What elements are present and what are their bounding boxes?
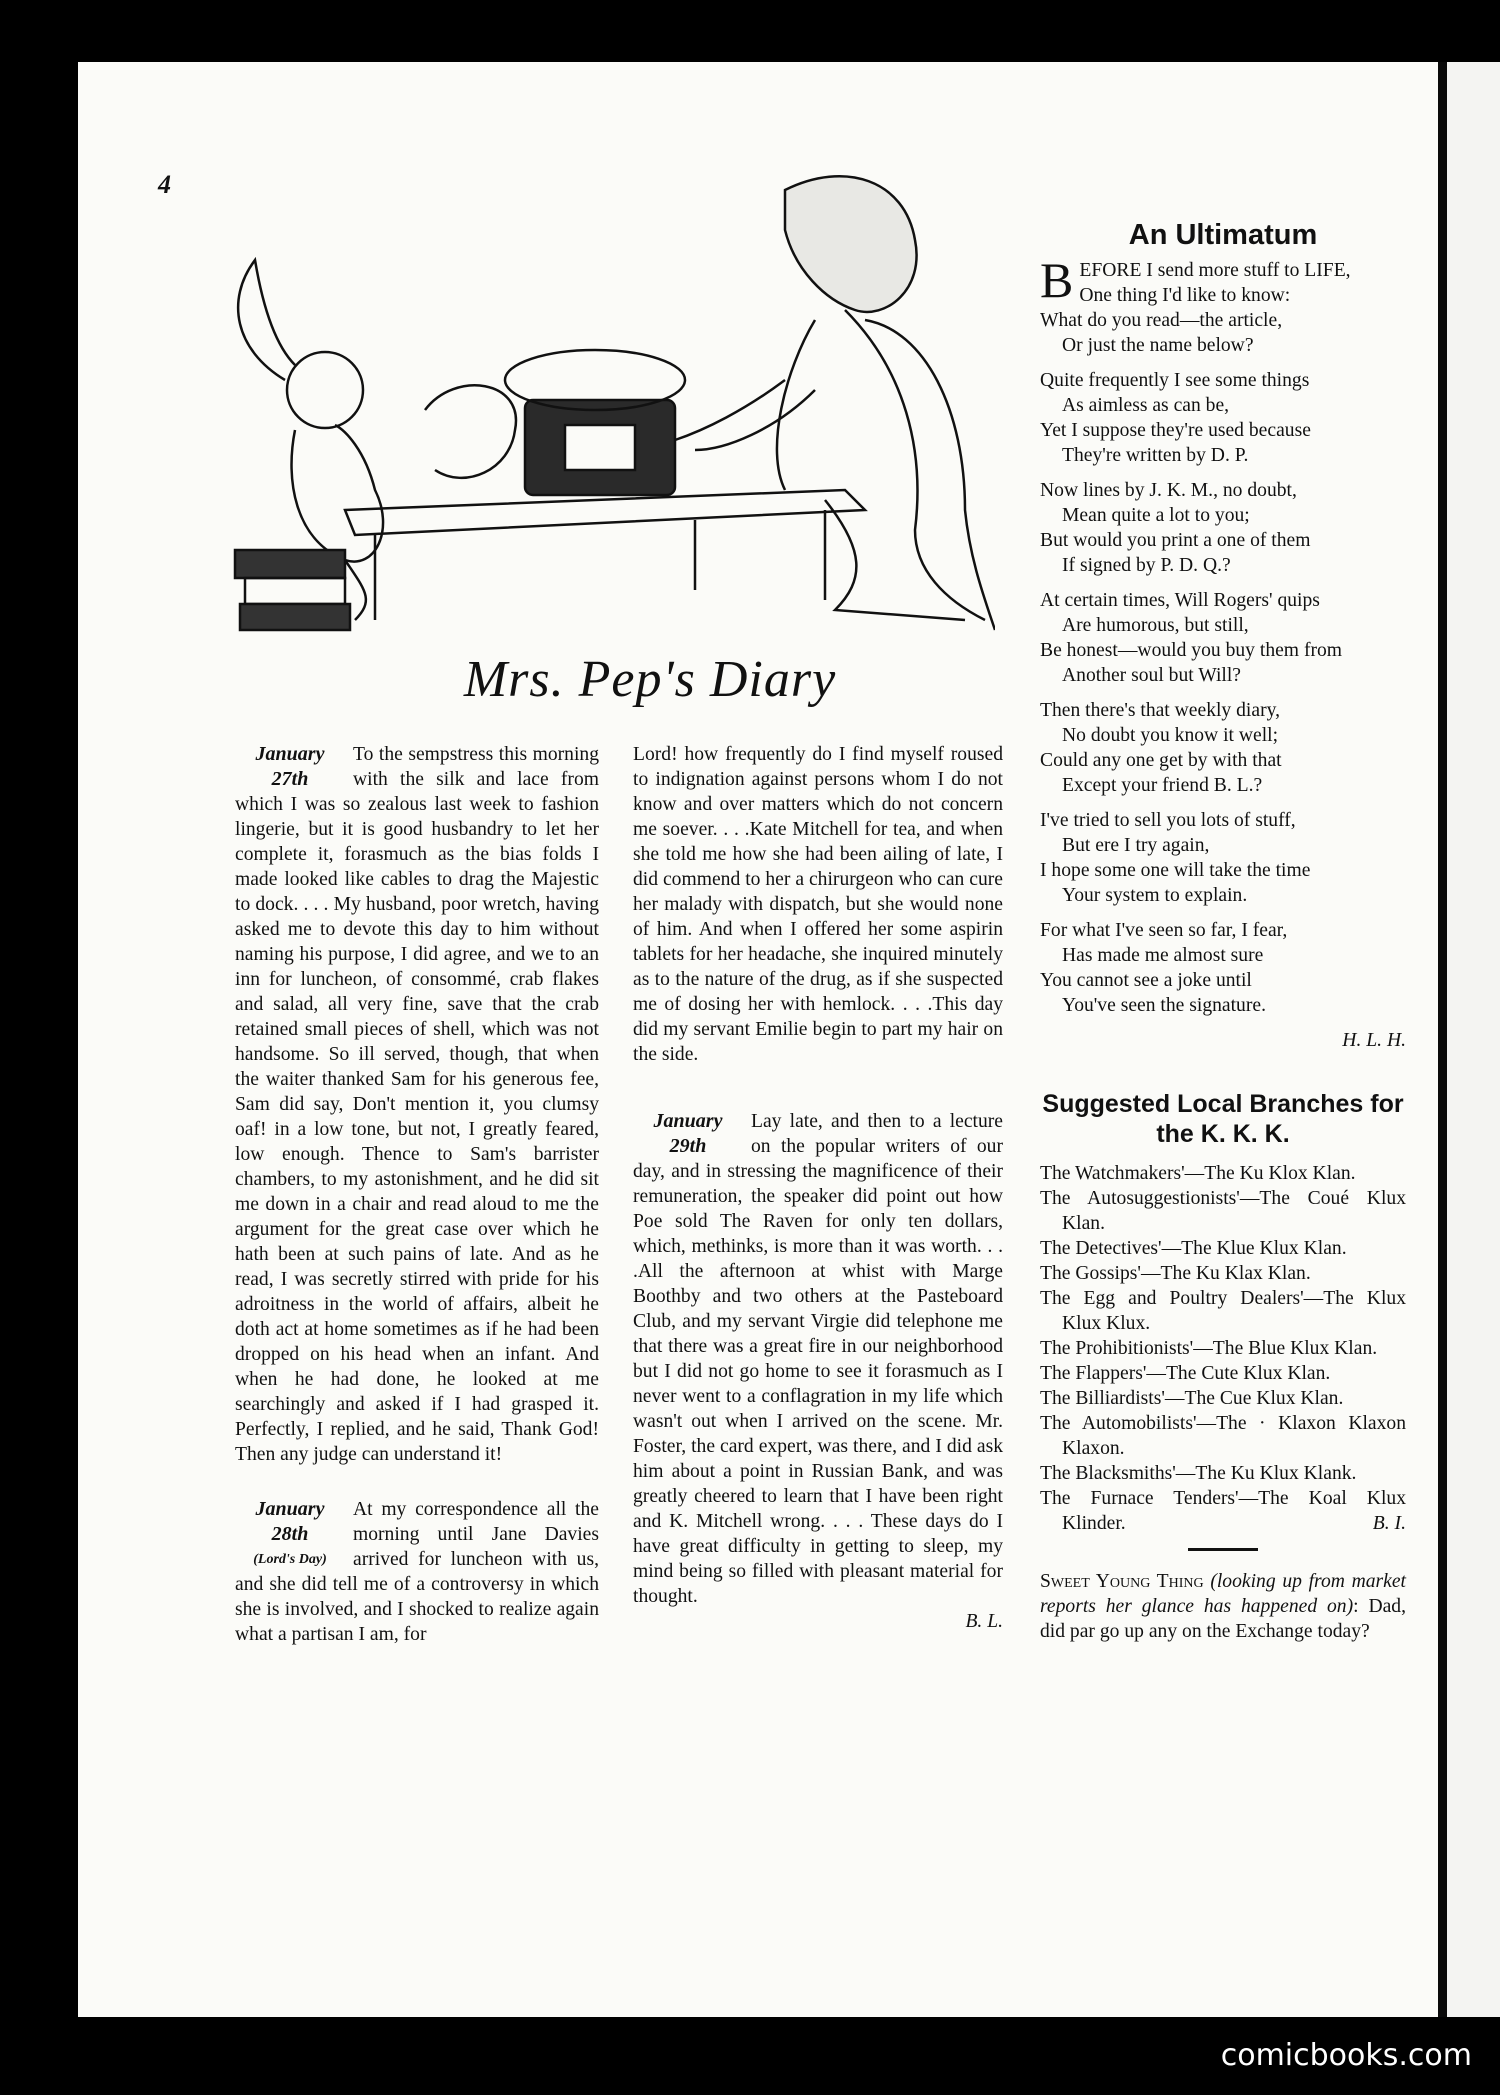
poem-line: But ere I try again, [1062, 835, 1210, 856]
poem-stanza [1040, 918, 1406, 1018]
diary-entry-29 [633, 1109, 1003, 1609]
poem-stanza [1040, 252, 1406, 358]
poem-line: If signed by P. D. Q.? [1062, 555, 1231, 576]
poem-line: Be honest—would you buy them from [1040, 640, 1343, 661]
branch-item: The Autosuggestionists'—The Coué Klux Klan. [1040, 1188, 1406, 1234]
branches-signature: B. I. [1372, 1513, 1406, 1534]
poem-line: Quite frequently I see some things [1040, 370, 1310, 391]
branches-list [1040, 1161, 1406, 1536]
diary-column-2 [633, 742, 1003, 1634]
poem-line: No doubt you know it well; [1062, 725, 1279, 746]
right-column [1040, 218, 1406, 1644]
diary-signature: B. L. [965, 1611, 1003, 1632]
branch-item: The Billiardists'—The Cue Klux Klan. [1040, 1388, 1344, 1409]
entry-text-continued: Lord! how frequently do I find myself roused to indignation against persons whom I do not know and over matters which do not concern me soever. . . .Kate Mitchell for tea, and when she told me how she had been ailing of late, I did commend to her a chirurgeon who can cure her malady with dispatch, but she would none of him. And when I offered her some aspirin tablets for her headache, she inquired minutely as to the nature of the drug, as if she suspected me of dosing her with hemlock. . . .This day did my servant Emilie begin to part my hair on the side. [633, 744, 1003, 1065]
drop-cap: B [1040, 252, 1074, 308]
poem-line: Then there's that weekly diary, [1040, 700, 1281, 721]
next-page-edge [1447, 62, 1500, 2017]
branch-item: The Detectives'—The Klue Klux Klan. [1040, 1238, 1347, 1259]
poem-line: As aimless as can be, [1062, 395, 1230, 416]
poem-line: You cannot see a joke until [1040, 970, 1252, 991]
poem-line: But would you print a one of them [1040, 530, 1311, 551]
ultimatum-poem [1040, 252, 1406, 1018]
diary-title: Mrs. Pep's Diary [463, 651, 837, 708]
page-number: 4 [158, 170, 171, 199]
poem-stanza [1040, 588, 1406, 688]
illustration-cupid-and-typist [225, 150, 995, 640]
section-rule [1188, 1548, 1258, 1551]
poem-line: One thing I'd like to know: [1079, 285, 1291, 306]
poem-line: Are humorous, but still, [1062, 615, 1249, 636]
poem-line: At certain times, Will Rogers' quips [1040, 590, 1320, 611]
joke-speaker: Sweet Young Thing [1040, 1571, 1204, 1592]
entry-text: Lay late, and then to a lecture on the popular writers of our day, and in stressing the magnificence of their remuneration, the speaker did point out how Poe sold The Raven for only ten dollars, which, methinks, is more than it was worth. . . .All the afternoon at whist with Marge Boothby and two others at the Pasteboard Club, and my servant Virgie did telephone me that there was a great fire in our neighborhood but I did not go home to see it forasmuch as I never went to a conflagration in my life which wasn't out when I arrived on the scene. Mr. Foster, the card expert, was there, and I did ask him about a point in Russian Bank, and was greatly cheered to learn that I have been right and K. Mitchell wrong. . . . These days do I have great difficulty in getting to sleep, my mind being so filled with pleasant material for thought. [633, 1111, 1003, 1607]
branch-item: The Egg and Poultry Dealers'—The Klux Klux Klux. [1040, 1288, 1406, 1334]
poem-stanza [1040, 478, 1406, 578]
diary-entry-28 [235, 1497, 599, 1647]
branch-item: The Prohibitionists'—The Blue Klux Klan. [1040, 1338, 1378, 1359]
branch-item: The Furnace Tenders'—The Koal Klux Klinder. [1040, 1488, 1406, 1534]
joke [1040, 1569, 1406, 1644]
poem-stanza [1040, 368, 1406, 468]
poem-line: Your system to explain. [1062, 885, 1248, 906]
poem-line: Except your friend B. L.? [1062, 775, 1263, 796]
entry-date: January 27th [255, 743, 325, 790]
branch-item: The Blacksmiths'—The Ku Klux Klank. [1040, 1463, 1357, 1484]
poem-line: Mean quite a lot to you; [1062, 505, 1250, 526]
branches-title: Suggested Local Branches for the K. K. K. [1042, 1090, 1404, 1148]
poem-stanza [1040, 698, 1406, 798]
poem-line: For what I've seen so far, I fear, [1040, 920, 1288, 941]
poem-line: I've tried to sell you lots of stuff, [1040, 810, 1296, 831]
joke-stage-direction: (looking up from market reports her glance has happened on) [1040, 1571, 1406, 1617]
watermark-footer: comicbooks.com [1220, 2038, 1472, 2073]
poem-line: They're written by D. P. [1062, 445, 1249, 466]
entry-text: To the sempstress this morning with the silk and lace from which I was so zealous last week to fashion lingerie, but it is good husbandry to let her complete it, forasmuch as the bias folds I made looked like cables to drag the Majestic to dock. . . . My husband, poor wretch, having asked me to devote this day to him without naming his purpose, I did agree, and we to an inn for luncheon, of consommé, crab flakes and salad, all very fine, save that the crab retained small pieces of shell, which was not handsome. So ill served, though, that when the waiter thanked Sam for his generous fee, Sam did say, Don't mention it, you clumsy oaf! in a low tone, but not, I greatly feared, low enough. Thence to Sam's barrister chambers, to my astonishment, and he did sit me down in a chair and read aloud to me the argument for the great case over which he hath been at such pains of late. And as he read, I was secretly stirred with pride for his adroitness in the world of affairs, albeit he doth act at home sometimes as if he had been dropped on his head when an infant. And when he had done, he looked at me searchingly and asked if I had grasped it. Perfectly, I replied, and he said, Thank God! Then any judge can understand it! [235, 744, 599, 1465]
poem-line: Another soul but Will? [1062, 665, 1241, 686]
entry-text: At my correspondence all the morning until Jane Davies arrived for luncheon with us, and she did tell me of a controversy in which she is involved, and I shocked to realize again what a partisan I am, for [235, 1499, 599, 1645]
diary-column-1 [235, 742, 599, 1647]
joke-line: : Dad, did par go up any on the Exchange today? [1040, 1596, 1407, 1642]
ultimatum-title: An Ultimatum [1128, 219, 1318, 251]
poem-stanza [1040, 808, 1406, 908]
branch-item: The Automobilists'—The · Klaxon Klaxon Klaxon. [1040, 1413, 1406, 1459]
poem-line: Yet I suppose they're used because [1040, 420, 1311, 441]
diary-entry-27 [235, 742, 599, 1467]
poem-line: I hope some one will take the time [1040, 860, 1311, 881]
poem-line: EFORE I send more stuff to LIFE, [1079, 260, 1351, 281]
poem-line: Has made me almost sure [1062, 945, 1264, 966]
poem-line: Now lines by J. K. M., no doubt, [1040, 480, 1297, 501]
poem-line: What do you read—the article, [1040, 310, 1283, 331]
poem-line: You've seen the signature. [1062, 995, 1266, 1016]
poem-line: Could any one get by with that [1040, 750, 1282, 771]
branch-item: The Flappers'—The Cute Klux Klan. [1040, 1363, 1331, 1384]
entry-date: January 29th [653, 1110, 723, 1157]
entry-date: January 28th (Lord's Day) [253, 1498, 327, 1567]
branch-item: The Watchmakers'—The Ku Klox Klan. [1040, 1163, 1356, 1184]
poem-line: Or just the name below? [1062, 335, 1254, 356]
branch-item: The Gossips'—The Ku Klax Klan. [1040, 1263, 1311, 1284]
ultimatum-signature: H. L. H. [1342, 1030, 1406, 1051]
